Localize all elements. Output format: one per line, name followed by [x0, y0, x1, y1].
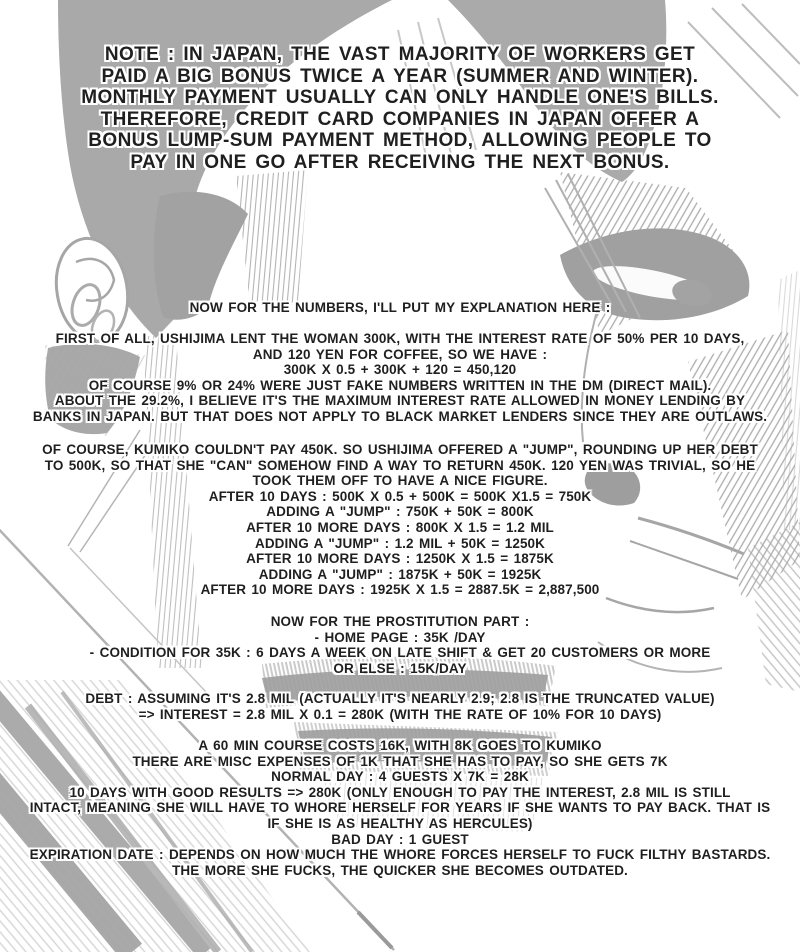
loan-calculation-note: [0, 331, 800, 425]
text-line: NOW FOR THE PROSTITUTION PART :: [270, 614, 530, 629]
text-line: AND 120 YEN FOR COFFEE, SO WE HAVE :: [252, 346, 548, 362]
debt-interest-note: [0, 691, 800, 722]
text-line: THE MORE SHE FUCKS, THE QUICKER SHE BECOMES OUTDATED.: [172, 862, 628, 878]
text-line: NORMAL DAY : 4 GUESTS X 7K = 28K: [271, 769, 529, 785]
text-line: AFTER 10 MORE DAYS : 1250K X 1.5 = 1875K: [246, 551, 554, 567]
text-line: THEREFORE, CREDIT CARD COMPANIES IN JAPAN OFFER A: [100, 108, 700, 130]
text-line: ADDING A "JUMP" : 1.2 MIL + 50K = 1250K: [254, 535, 546, 551]
text-line: ADDING A "JUMP" : 1875K + 50K = 1925K: [258, 566, 542, 582]
text-line: 300K X 0.5 + 300K + 120 = 450,120: [283, 362, 517, 378]
text-line: NOTE : IN JAPAN, THE VAST MAJORITY OF WORKERS GET: [104, 44, 696, 65]
text-line: PAID A BIG BONUS TWICE A YEAR (SUMMER AND WINTER).: [101, 65, 699, 87]
text-line: AFTER 10 MORE DAYS : 800K X 1.5 = 1.2 MIL: [246, 519, 554, 535]
text-line: BANKS IN JAPAN. BUT THAT DOES NOT APPLY TO BLACK MARKET LENDERS SINCE THEY ARE OUTLAWS.: [32, 408, 768, 424]
text-line: OR ELSE : 15K/DAY: [333, 660, 467, 676]
text-line: PAY IN ONE GO AFTER RECEIVING THE NEXT BONUS.: [130, 151, 670, 173]
text-line: BAD DAY : 1 GUEST: [331, 831, 469, 847]
text-line: BONUS LUMP-SUM PAYMENT METHOD, ALLOWING PEOPLE TO: [88, 130, 712, 151]
translator-note-header: [0, 44, 800, 173]
text-line: AFTER 10 DAYS : 500K X 0.5 + 500K = 500K X1.5 = 750K: [208, 488, 592, 504]
text-line: DEBT : ASSUMING IT'S 2.8 MIL (ACTUALLY IT'S NEARLY 2.9; 2.8 IS THE TRUNCATED VALUE): [85, 691, 715, 706]
text-line: MONTHLY PAYMENT USUALLY CAN ONLY HANDLE ONE'S BILLS.: [81, 87, 719, 108]
prostitution-note: [0, 614, 800, 676]
text-line: NOW FOR THE NUMBERS, I'LL PUT MY EXPLANATION HERE :: [189, 300, 611, 315]
text-line: ABOUT THE 29.2%, I BELIEVE IT'S THE MAXIMUM INTEREST RATE ALLOWED IN MONEY LENDING BY: [54, 393, 746, 409]
text-line: IF SHE IS AS HEALTHY AS HERCULES): [267, 815, 533, 831]
text-line: EXPIRATION DATE : DEPENDS ON HOW MUCH THE WHORE FORCES HERSELF TO FUCK FILTHY BASTARDS.: [29, 847, 771, 862]
text-line: OF COURSE, KUMIKO COULDN'T PAY 450K. SO USHIJIMA OFFERED A "JUMP", ROUNDING UP HER DEBT: [42, 442, 758, 457]
text-line: THERE ARE MISC EXPENSES OF 1K THAT SHE HAS TO PAY, SO SHE GETS 7K: [132, 753, 668, 769]
text-line: TOOK THEM OFF TO HAVE A NICE FIGURE.: [252, 473, 548, 489]
text-line: INTACT, MEANING SHE WILL HAVE TO WHORE HERSELF FOR YEARS IF SHE WANTS TO PAY BACK. THAT IS: [29, 800, 771, 816]
text-line: => INTEREST = 2.8 MIL X 0.1 = 280K (WITH THE RATE OF 10% FOR 10 DAYS): [138, 706, 662, 722]
jump-calculation-note: [0, 442, 800, 598]
text-line: OF COURSE 9% OR 24% WERE JUST FAKE NUMBERS WRITTEN IN THE DM (DIRECT MAIL).: [88, 377, 712, 393]
expiration-note: [0, 847, 800, 878]
text-line: ADDING A "JUMP" : 750K + 50K = 800K: [266, 504, 534, 520]
text-line: AFTER 10 MORE DAYS : 1925K X 1.5 = 2887.5K = 2,887,500: [200, 582, 600, 598]
text-line: - CONDITION FOR 35K : 6 DAYS A WEEK ON LATE SHIFT & GET 20 CUSTOMERS OR MORE: [89, 645, 711, 661]
text-line: A 60 MIN COURSE COSTS 16K, WITH 8K GOES TO KUMIKO: [198, 738, 602, 753]
text-line: 10 DAYS WITH GOOD RESULTS => 280K (ONLY ENOUGH TO PAY THE INTEREST, 2.8 MIL IS STILL: [69, 784, 731, 800]
text-line: FIRST OF ALL, USHIJIMA LENT THE WOMAN 300K, WITH THE INTEREST RATE OF 50% PER 10 DAYS,: [55, 331, 745, 346]
text-line: TO 500K, SO THAT SHE "CAN" SOMEHOW FIND A WAY TO RETURN 450K. 120 YEN WAS TRIVIAL, SO HE: [44, 457, 756, 473]
earnings-note: [0, 738, 800, 847]
text-line: - HOME PAGE : 35K /DAY: [314, 629, 486, 645]
numbers-intro: [0, 300, 800, 316]
